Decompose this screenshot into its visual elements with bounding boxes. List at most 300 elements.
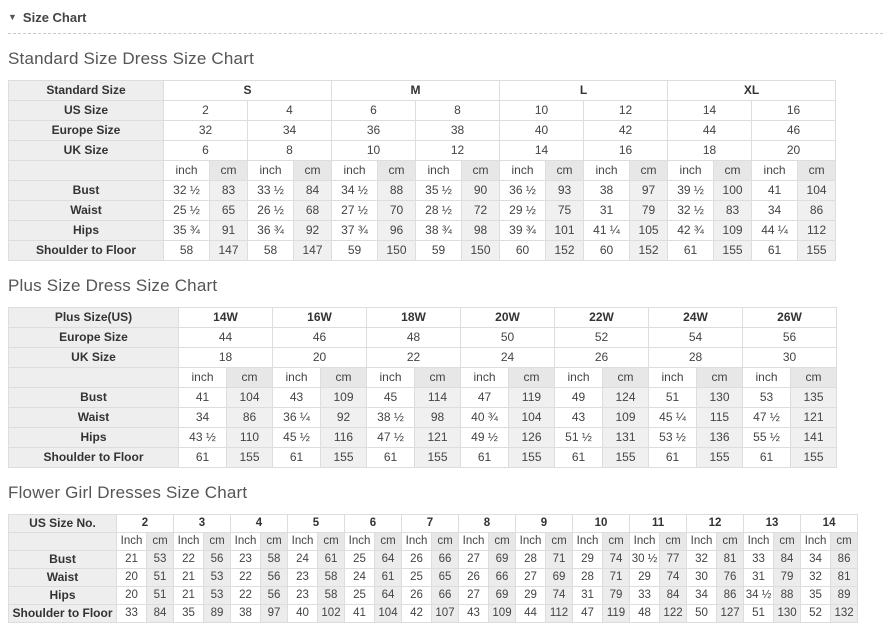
- measurement-inch: 53 ½: [649, 428, 697, 448]
- measurement-inch: 34 ½: [744, 587, 774, 605]
- row-label: Hips: [9, 587, 117, 605]
- table-row: [9, 161, 836, 181]
- measurement-cm: 83: [714, 201, 752, 221]
- unit-header-inch: Inch: [687, 533, 717, 551]
- measurement-inch: 41: [752, 181, 798, 201]
- measurement-cm: 97: [630, 181, 668, 201]
- chevron-down-icon: ▼: [8, 11, 17, 22]
- measurement-cm: 51: [147, 587, 174, 605]
- measurement-cm: 61: [318, 551, 345, 569]
- measurement-inch: 30: [687, 569, 717, 587]
- measurement-cm: 81: [831, 569, 858, 587]
- measurement-cm: 119: [603, 605, 630, 623]
- measurement-inch: 20: [117, 587, 147, 605]
- measurement-inch: 49: [555, 388, 603, 408]
- measurement-inch: 26 ½: [248, 201, 294, 221]
- measurement-inch: 59: [416, 241, 462, 261]
- measurement-inch: 32 ½: [164, 181, 210, 201]
- table-row: [9, 605, 858, 623]
- size-value: 46: [273, 328, 367, 348]
- row-label: Hips: [9, 428, 179, 448]
- size-group-header: 14W: [179, 308, 273, 328]
- unit-header-inch: Inch: [801, 533, 831, 551]
- measurement-inch: 27: [516, 569, 546, 587]
- measurement-cm: 89: [204, 605, 231, 623]
- unit-header-cm: cm: [227, 368, 273, 388]
- size-table-standard-size: [8, 80, 836, 261]
- measurement-cm: 130: [697, 388, 743, 408]
- table-row: [9, 533, 858, 551]
- measurement-inch: 61: [743, 448, 791, 468]
- measurement-cm: 92: [321, 408, 367, 428]
- unit-header-inch: inch: [649, 368, 697, 388]
- measurement-cm: 69: [546, 569, 573, 587]
- size-value: 38: [416, 121, 500, 141]
- size-group-header: 9: [516, 515, 573, 533]
- measurement-cm: 121: [415, 428, 461, 448]
- measurement-inch: 33: [117, 605, 147, 623]
- measurement-cm: 58: [318, 587, 345, 605]
- measurement-cm: 119: [509, 388, 555, 408]
- size-chart-collapse-header[interactable]: [8, 8, 883, 26]
- size-value: 18: [668, 141, 752, 161]
- measurement-cm: 147: [294, 241, 332, 261]
- measurement-inch: 43 ½: [179, 428, 227, 448]
- unit-header-inch: Inch: [516, 533, 546, 551]
- measurement-cm: 66: [432, 551, 459, 569]
- unit-header-cm: cm: [774, 533, 801, 551]
- unit-header-cm: cm: [378, 161, 416, 181]
- size-group-header: L: [500, 81, 668, 101]
- measurement-cm: 66: [489, 569, 516, 587]
- unit-header-inch: inch: [555, 368, 603, 388]
- measurement-cm: 150: [462, 241, 500, 261]
- row-label: Shoulder to Floor: [9, 448, 179, 468]
- size-group-header: S: [164, 81, 332, 101]
- measurement-inch: 55 ½: [743, 428, 791, 448]
- measurement-cm: 81: [717, 551, 744, 569]
- measurement-inch: 61: [461, 448, 509, 468]
- size-value: 8: [248, 141, 332, 161]
- measurement-inch: 33: [630, 587, 660, 605]
- measurement-inch: 41 ¼: [584, 221, 630, 241]
- measurement-cm: 152: [630, 241, 668, 261]
- table-row: [9, 81, 836, 101]
- unit-header-inch: inch: [461, 368, 509, 388]
- row-label: Shoulder to Floor: [9, 605, 117, 623]
- table-row: [9, 515, 858, 533]
- measurement-inch: 26: [402, 551, 432, 569]
- measurement-cm: 72: [462, 201, 500, 221]
- measurement-cm: 71: [546, 551, 573, 569]
- table-row: [9, 348, 837, 368]
- measurement-inch: 61: [273, 448, 321, 468]
- measurement-inch: 34: [179, 408, 227, 428]
- unit-header-cm: cm: [147, 533, 174, 551]
- size-value: 28: [649, 348, 743, 368]
- measurement-inch: 38: [584, 181, 630, 201]
- measurement-inch: 25: [345, 587, 375, 605]
- measurement-inch: 47 ½: [367, 428, 415, 448]
- measurement-cm: 155: [509, 448, 555, 468]
- measurement-cm: 83: [210, 181, 248, 201]
- size-value: 44: [179, 328, 273, 348]
- unit-header-inch: Inch: [630, 533, 660, 551]
- unit-header-inch: inch: [584, 161, 630, 181]
- measurement-cm: 104: [509, 408, 555, 428]
- unit-header-inch: Inch: [345, 533, 375, 551]
- measurement-cm: 109: [603, 408, 649, 428]
- unit-header-cm: cm: [432, 533, 459, 551]
- measurement-inch: 47: [573, 605, 603, 623]
- measurement-cm: 112: [798, 221, 836, 241]
- dashed-divider: [8, 33, 883, 34]
- size-group-header: 22W: [555, 308, 649, 328]
- measurement-inch: 31: [584, 201, 630, 221]
- measurement-inch: 61: [179, 448, 227, 468]
- unit-header-inch: Inch: [231, 533, 261, 551]
- measurement-cm: 96: [378, 221, 416, 241]
- unit-header-cm: cm: [261, 533, 288, 551]
- unit-header-inch: inch: [367, 368, 415, 388]
- row-label: Shoulder to Floor: [9, 241, 164, 261]
- table-row: [9, 448, 837, 468]
- size-value: 24: [461, 348, 555, 368]
- section-heading-flower-girl: Flower Girl Dresses Size Chart: [8, 483, 248, 502]
- measurement-cm: 152: [546, 241, 584, 261]
- measurement-cm: 53: [204, 587, 231, 605]
- unit-header-inch: Inch: [174, 533, 204, 551]
- size-value: 26: [555, 348, 649, 368]
- section-heading-standard-size: Standard Size Dress Size Chart: [8, 49, 254, 68]
- measurement-cm: 86: [717, 587, 744, 605]
- measurement-inch: 35 ½: [416, 181, 462, 201]
- unit-header-inch: Inch: [402, 533, 432, 551]
- unit-row-label: [9, 533, 117, 551]
- measurement-inch: 51: [649, 388, 697, 408]
- measurement-inch: 26: [459, 569, 489, 587]
- measurement-cm: 75: [546, 201, 584, 221]
- measurement-cm: 79: [774, 569, 801, 587]
- unit-header-inch: inch: [164, 161, 210, 181]
- table-row: [9, 101, 836, 121]
- row-label: Bust: [9, 181, 164, 201]
- section-heading-plus-size: Plus Size Dress Size Chart: [8, 276, 218, 295]
- measurement-cm: 122: [660, 605, 687, 623]
- unit-header-cm: cm: [375, 533, 402, 551]
- unit-header-cm: cm: [791, 368, 837, 388]
- measurement-cm: 51: [147, 569, 174, 587]
- corner-label: Plus Size(US): [9, 308, 179, 328]
- measurement-cm: 101: [546, 221, 584, 241]
- measurement-cm: 58: [318, 569, 345, 587]
- unit-header-cm: cm: [294, 161, 332, 181]
- size-group-header: 16W: [273, 308, 367, 328]
- size-group-header: 3: [174, 515, 231, 533]
- measurement-cm: 84: [294, 181, 332, 201]
- measurement-inch: 61: [555, 448, 603, 468]
- measurement-cm: 109: [321, 388, 367, 408]
- measurement-cm: 56: [204, 551, 231, 569]
- size-value: 16: [752, 101, 836, 121]
- measurement-inch: 38: [231, 605, 261, 623]
- measurement-cm: 74: [603, 551, 630, 569]
- size-value: 20: [273, 348, 367, 368]
- measurement-cm: 56: [261, 587, 288, 605]
- measurement-cm: 107: [432, 605, 459, 623]
- measurement-cm: 58: [261, 551, 288, 569]
- size-table-flower-girl: [8, 514, 858, 623]
- unit-header-inch: Inch: [288, 533, 318, 551]
- measurement-inch: 28: [573, 569, 603, 587]
- measurement-cm: 93: [546, 181, 584, 201]
- measurement-inch: 28 ½: [416, 201, 462, 221]
- measurement-cm: 100: [714, 181, 752, 201]
- measurement-inch: 39 ½: [668, 181, 714, 201]
- measurement-cm: 102: [318, 605, 345, 623]
- unit-header-inch: Inch: [117, 533, 147, 551]
- measurement-inch: 32: [801, 569, 831, 587]
- measurement-inch: 49 ½: [461, 428, 509, 448]
- size-group-header: 5: [288, 515, 345, 533]
- unit-header-cm: cm: [546, 161, 584, 181]
- size-value: 18: [179, 348, 273, 368]
- unit-header-cm: cm: [204, 533, 231, 551]
- measurement-cm: 69: [489, 551, 516, 569]
- measurement-cm: 79: [603, 587, 630, 605]
- measurement-cm: 56: [261, 569, 288, 587]
- measurement-inch: 45 ¼: [649, 408, 697, 428]
- measurement-inch: 34: [687, 587, 717, 605]
- measurement-cm: 135: [791, 388, 837, 408]
- measurement-cm: 155: [798, 241, 836, 261]
- unit-header-inch: inch: [179, 368, 227, 388]
- measurement-cm: 65: [432, 569, 459, 587]
- size-value: 6: [332, 101, 416, 121]
- measurement-inch: 58: [248, 241, 294, 261]
- measurement-inch: 31: [744, 569, 774, 587]
- measurement-cm: 104: [375, 605, 402, 623]
- size-value: 20: [752, 141, 836, 161]
- measurement-inch: 59: [332, 241, 378, 261]
- measurement-inch: 34: [752, 201, 798, 221]
- measurement-cm: 53: [147, 551, 174, 569]
- measurement-cm: 88: [378, 181, 416, 201]
- size-group-header: 13: [744, 515, 801, 533]
- measurement-inch: 20: [117, 569, 147, 587]
- table-row: [9, 241, 836, 261]
- table-row: [9, 121, 836, 141]
- row-label: Europe Size: [9, 121, 164, 141]
- measurement-inch: 60: [584, 241, 630, 261]
- row-label: Waist: [9, 569, 117, 587]
- unit-header-cm: cm: [697, 368, 743, 388]
- measurement-cm: 92: [294, 221, 332, 241]
- row-label: Hips: [9, 221, 164, 241]
- measurement-inch: 48: [630, 605, 660, 623]
- unit-header-cm: cm: [714, 161, 752, 181]
- size-group-header: 26W: [743, 308, 837, 328]
- size-value: 50: [461, 328, 555, 348]
- unit-header-inch: inch: [248, 161, 294, 181]
- size-group-header: 20W: [461, 308, 555, 328]
- measurement-inch: 61: [367, 448, 415, 468]
- row-label: Waist: [9, 201, 164, 221]
- measurement-cm: 64: [375, 551, 402, 569]
- size-value: 12: [584, 101, 668, 121]
- measurement-inch: 22: [231, 569, 261, 587]
- corner-label: US Size No.: [9, 515, 117, 533]
- measurement-inch: 21: [174, 569, 204, 587]
- measurement-inch: 41: [179, 388, 227, 408]
- measurement-inch: 30 ½: [630, 551, 660, 569]
- measurement-cm: 69: [489, 587, 516, 605]
- size-value: 22: [367, 348, 461, 368]
- size-value: 12: [416, 141, 500, 161]
- measurement-cm: 155: [415, 448, 461, 468]
- measurement-inch: 40 ¾: [461, 408, 509, 428]
- unit-header-inch: inch: [500, 161, 546, 181]
- unit-row-label: [9, 161, 164, 181]
- measurement-inch: 61: [649, 448, 697, 468]
- measurement-inch: 58: [164, 241, 210, 261]
- measurement-inch: 23: [288, 569, 318, 587]
- unit-header-cm: cm: [210, 161, 248, 181]
- measurement-inch: 51 ½: [555, 428, 603, 448]
- unit-header-inch: Inch: [459, 533, 489, 551]
- unit-header-cm: cm: [630, 161, 668, 181]
- size-value: 32: [164, 121, 248, 141]
- measurement-cm: 76: [717, 569, 744, 587]
- measurement-inch: 40: [288, 605, 318, 623]
- row-label: UK Size: [9, 348, 179, 368]
- size-value: 36: [332, 121, 416, 141]
- measurement-cm: 130: [774, 605, 801, 623]
- measurement-inch: 23: [288, 587, 318, 605]
- unit-header-inch: inch: [668, 161, 714, 181]
- measurement-inch: 36 ¼: [273, 408, 321, 428]
- measurement-cm: 155: [227, 448, 273, 468]
- measurement-cm: 155: [697, 448, 743, 468]
- measurement-cm: 68: [294, 201, 332, 221]
- measurement-cm: 112: [546, 605, 573, 623]
- unit-header-inch: Inch: [744, 533, 774, 551]
- size-tables-container: [8, 49, 883, 623]
- table-row: [9, 551, 858, 569]
- size-value: 40: [500, 121, 584, 141]
- measurement-inch: 29: [630, 569, 660, 587]
- measurement-inch: 32: [687, 551, 717, 569]
- size-group-header: 18W: [367, 308, 461, 328]
- unit-header-inch: inch: [332, 161, 378, 181]
- measurement-inch: 45: [367, 388, 415, 408]
- unit-header-cm: cm: [462, 161, 500, 181]
- measurement-inch: 24: [345, 569, 375, 587]
- size-value: 30: [743, 348, 837, 368]
- size-group-header: 10: [573, 515, 630, 533]
- measurement-cm: 71: [603, 569, 630, 587]
- size-table-plus-size: [8, 307, 837, 468]
- unit-header-cm: cm: [546, 533, 573, 551]
- measurement-cm: 88: [774, 587, 801, 605]
- measurement-inch: 25: [345, 551, 375, 569]
- measurement-inch: 42 ¾: [668, 221, 714, 241]
- size-value: 52: [555, 328, 649, 348]
- corner-label: Standard Size: [9, 81, 164, 101]
- measurement-cm: 84: [660, 587, 687, 605]
- measurement-cm: 132: [831, 605, 858, 623]
- table-row: [9, 221, 836, 241]
- measurement-cm: 104: [798, 181, 836, 201]
- table-row: [9, 328, 837, 348]
- measurement-cm: 98: [462, 221, 500, 241]
- measurement-inch: 35: [174, 605, 204, 623]
- measurement-cm: 104: [227, 388, 273, 408]
- measurement-inch: 43: [555, 408, 603, 428]
- measurement-inch: 26: [402, 587, 432, 605]
- table-row: [9, 569, 858, 587]
- measurement-cm: 86: [798, 201, 836, 221]
- unit-header-cm: cm: [489, 533, 516, 551]
- unit-row-label: [9, 368, 179, 388]
- measurement-cm: 109: [714, 221, 752, 241]
- measurement-cm: 127: [717, 605, 744, 623]
- unit-header-inch: inch: [743, 368, 791, 388]
- size-value: 6: [164, 141, 248, 161]
- measurement-inch: 35 ¾: [164, 221, 210, 241]
- size-value: 4: [248, 101, 332, 121]
- measurement-inch: 37 ¾: [332, 221, 378, 241]
- size-value: 14: [668, 101, 752, 121]
- unit-header-cm: cm: [415, 368, 461, 388]
- unit-header-cm: cm: [798, 161, 836, 181]
- measurement-cm: 147: [210, 241, 248, 261]
- table-row: [9, 587, 858, 605]
- measurement-inch: 21: [117, 551, 147, 569]
- measurement-inch: 22: [231, 587, 261, 605]
- measurement-inch: 44 ¼: [752, 221, 798, 241]
- size-value: 54: [649, 328, 743, 348]
- measurement-cm: 66: [432, 587, 459, 605]
- measurement-cm: 126: [509, 428, 555, 448]
- unit-header-inch: inch: [752, 161, 798, 181]
- measurement-inch: 53: [743, 388, 791, 408]
- measurement-cm: 74: [546, 587, 573, 605]
- table-row: [9, 428, 837, 448]
- size-group-header: 24W: [649, 308, 743, 328]
- size-group-header: 6: [345, 515, 402, 533]
- measurement-inch: 34: [801, 551, 831, 569]
- measurement-cm: 79: [630, 201, 668, 221]
- table-row: [9, 388, 837, 408]
- measurement-cm: 141: [791, 428, 837, 448]
- measurement-inch: 32 ½: [668, 201, 714, 221]
- row-label: Bust: [9, 388, 179, 408]
- measurement-inch: 33: [744, 551, 774, 569]
- measurement-inch: 41: [345, 605, 375, 623]
- table-row: [9, 308, 837, 328]
- measurement-cm: 86: [831, 551, 858, 569]
- measurement-inch: 36 ½: [500, 181, 546, 201]
- unit-header-cm: cm: [509, 368, 555, 388]
- size-value: 10: [332, 141, 416, 161]
- measurement-cm: 105: [630, 221, 668, 241]
- row-label: UK Size: [9, 141, 164, 161]
- unit-header-inch: inch: [416, 161, 462, 181]
- size-value: 48: [367, 328, 461, 348]
- row-label: Europe Size: [9, 328, 179, 348]
- unit-header-cm: cm: [603, 368, 649, 388]
